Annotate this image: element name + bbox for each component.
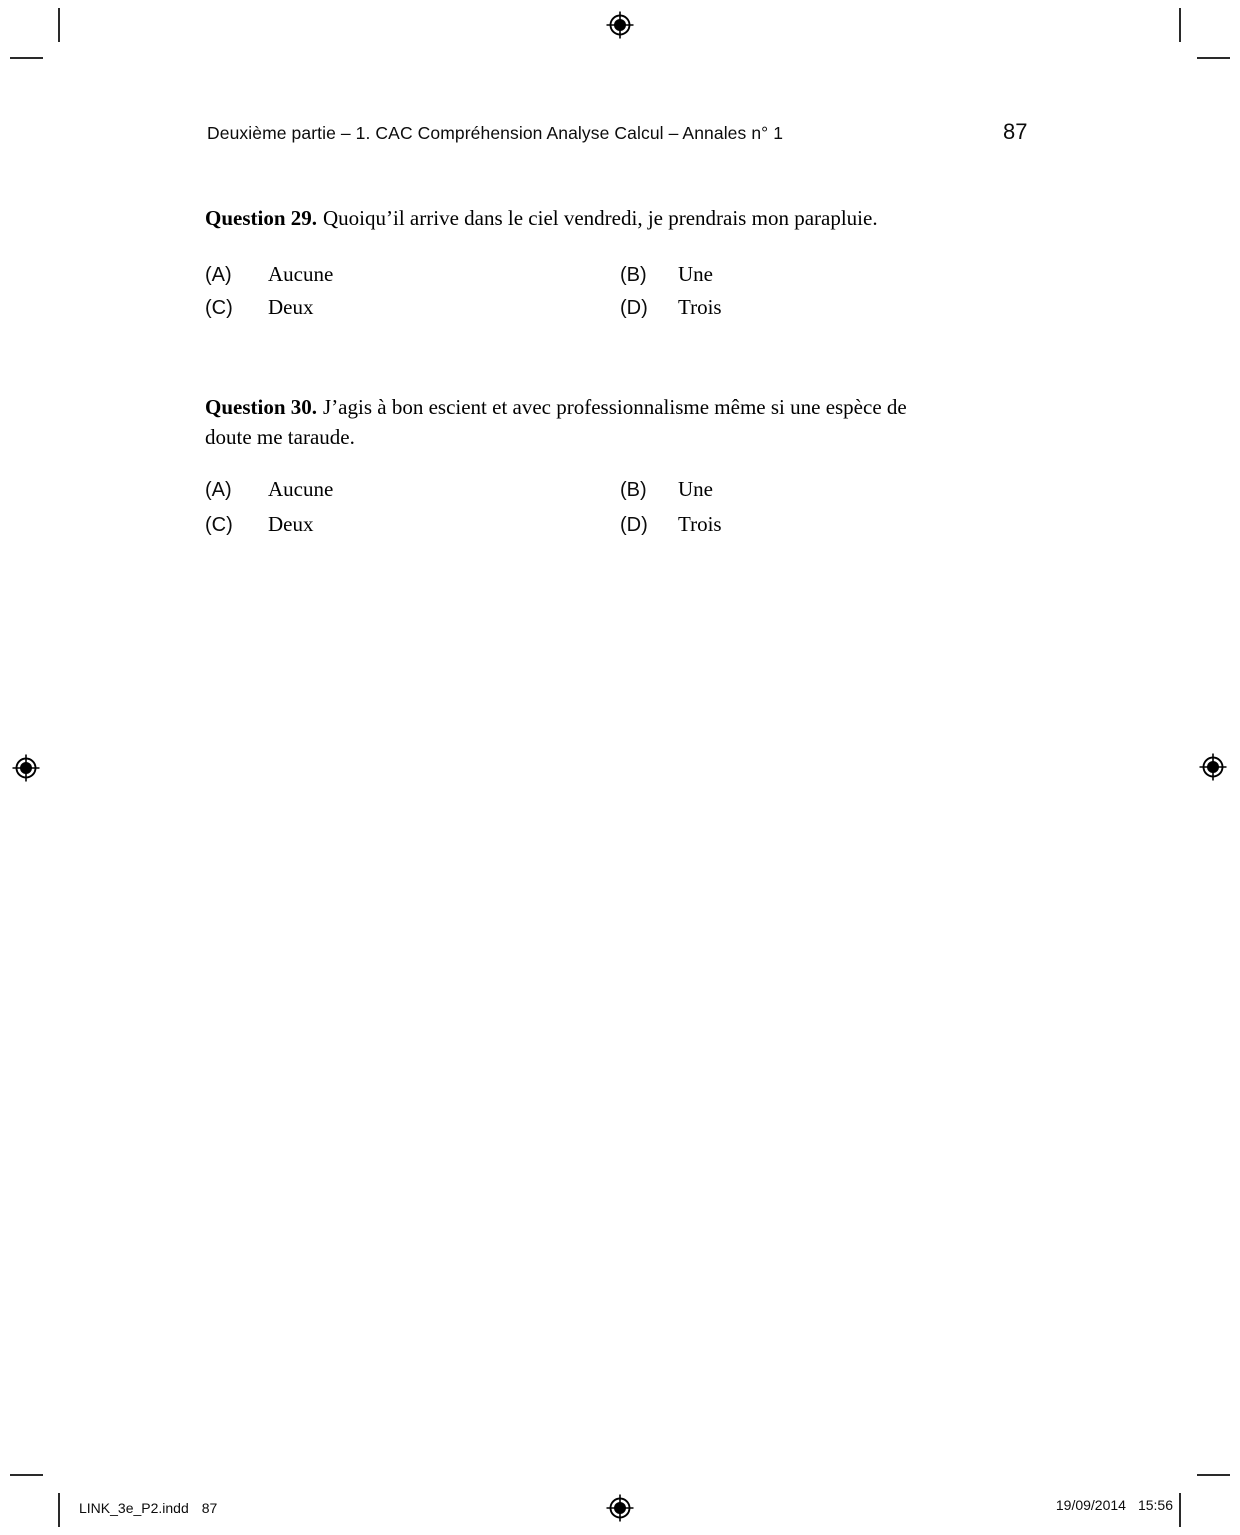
option-text-a: Aucune xyxy=(268,262,334,286)
registration-mark-left-icon xyxy=(11,753,41,783)
option-letter-a: (A) xyxy=(205,479,232,501)
footer-time: 15:56 xyxy=(1137,1497,1173,1513)
crop-mark-bottom-right-vertical xyxy=(1179,1493,1181,1527)
footer-filename: LINK_3e_P2.indd xyxy=(79,1500,189,1516)
question-29-label: Question 29. xyxy=(205,206,318,230)
options-row xyxy=(205,512,1105,547)
options-row xyxy=(205,262,1105,295)
option-letter-c: (C) xyxy=(205,514,233,536)
option-letter-c: (C) xyxy=(205,297,233,319)
registration-mark-top-icon xyxy=(605,10,635,40)
option-letter-b: (B) xyxy=(620,264,647,286)
option-letter-a: (A) xyxy=(205,264,232,286)
option-letter-d: (D) xyxy=(620,297,648,319)
crop-mark-top-right-vertical xyxy=(1179,8,1181,42)
option-text-d: Trois xyxy=(678,512,722,536)
crop-mark-bottom-left-vertical xyxy=(58,1493,60,1527)
question-29 xyxy=(205,203,1045,233)
footer-datetime xyxy=(1056,1497,1173,1513)
crop-mark-top-left-vertical xyxy=(58,8,60,42)
question-30-label: Question 30. xyxy=(205,395,318,419)
question-30-options xyxy=(205,477,1105,547)
crop-mark-bottom-right-horizontal xyxy=(1197,1474,1230,1476)
footer-page-number: 87 xyxy=(201,1500,218,1516)
option-text-a: Aucune xyxy=(268,477,334,501)
footer-date: 19/09/2014 xyxy=(1055,1497,1126,1513)
option-text-b: Une xyxy=(678,262,713,286)
question-30 xyxy=(205,392,1045,452)
option-text-b: Une xyxy=(678,477,713,501)
option-letter-d: (D) xyxy=(620,514,648,536)
options-row xyxy=(205,295,1105,328)
option-text-c: Deux xyxy=(268,295,314,319)
option-letter-b: (B) xyxy=(620,479,647,501)
page-number: 87 xyxy=(1003,119,1028,144)
option-text-c: Deux xyxy=(268,512,314,536)
crop-mark-bottom-left-horizontal xyxy=(10,1474,43,1476)
running-header: Deuxième partie – 1. CAC Compréhension Analyse Calcul – Annales n° 1 xyxy=(207,123,784,143)
question-29-options xyxy=(205,262,1105,328)
question-30-text: J’agis à bon escient et avec professionnalisme même si une espèce de xyxy=(323,395,907,419)
registration-mark-right-icon xyxy=(1198,752,1228,782)
question-29-text: Quoiqu’il arrive dans le ciel vendredi, je prendrais mon parapluie. xyxy=(323,206,878,230)
crop-mark-top-right-horizontal xyxy=(1197,57,1230,59)
question-30-line-2: doute me taraude. xyxy=(205,425,355,449)
footer-slug xyxy=(79,1500,217,1516)
options-row xyxy=(205,477,1105,512)
question-30-line-1 xyxy=(205,392,1045,422)
option-text-d: Trois xyxy=(678,295,722,319)
crop-mark-top-left-horizontal xyxy=(10,57,43,59)
registration-mark-bottom-icon xyxy=(605,1493,635,1523)
